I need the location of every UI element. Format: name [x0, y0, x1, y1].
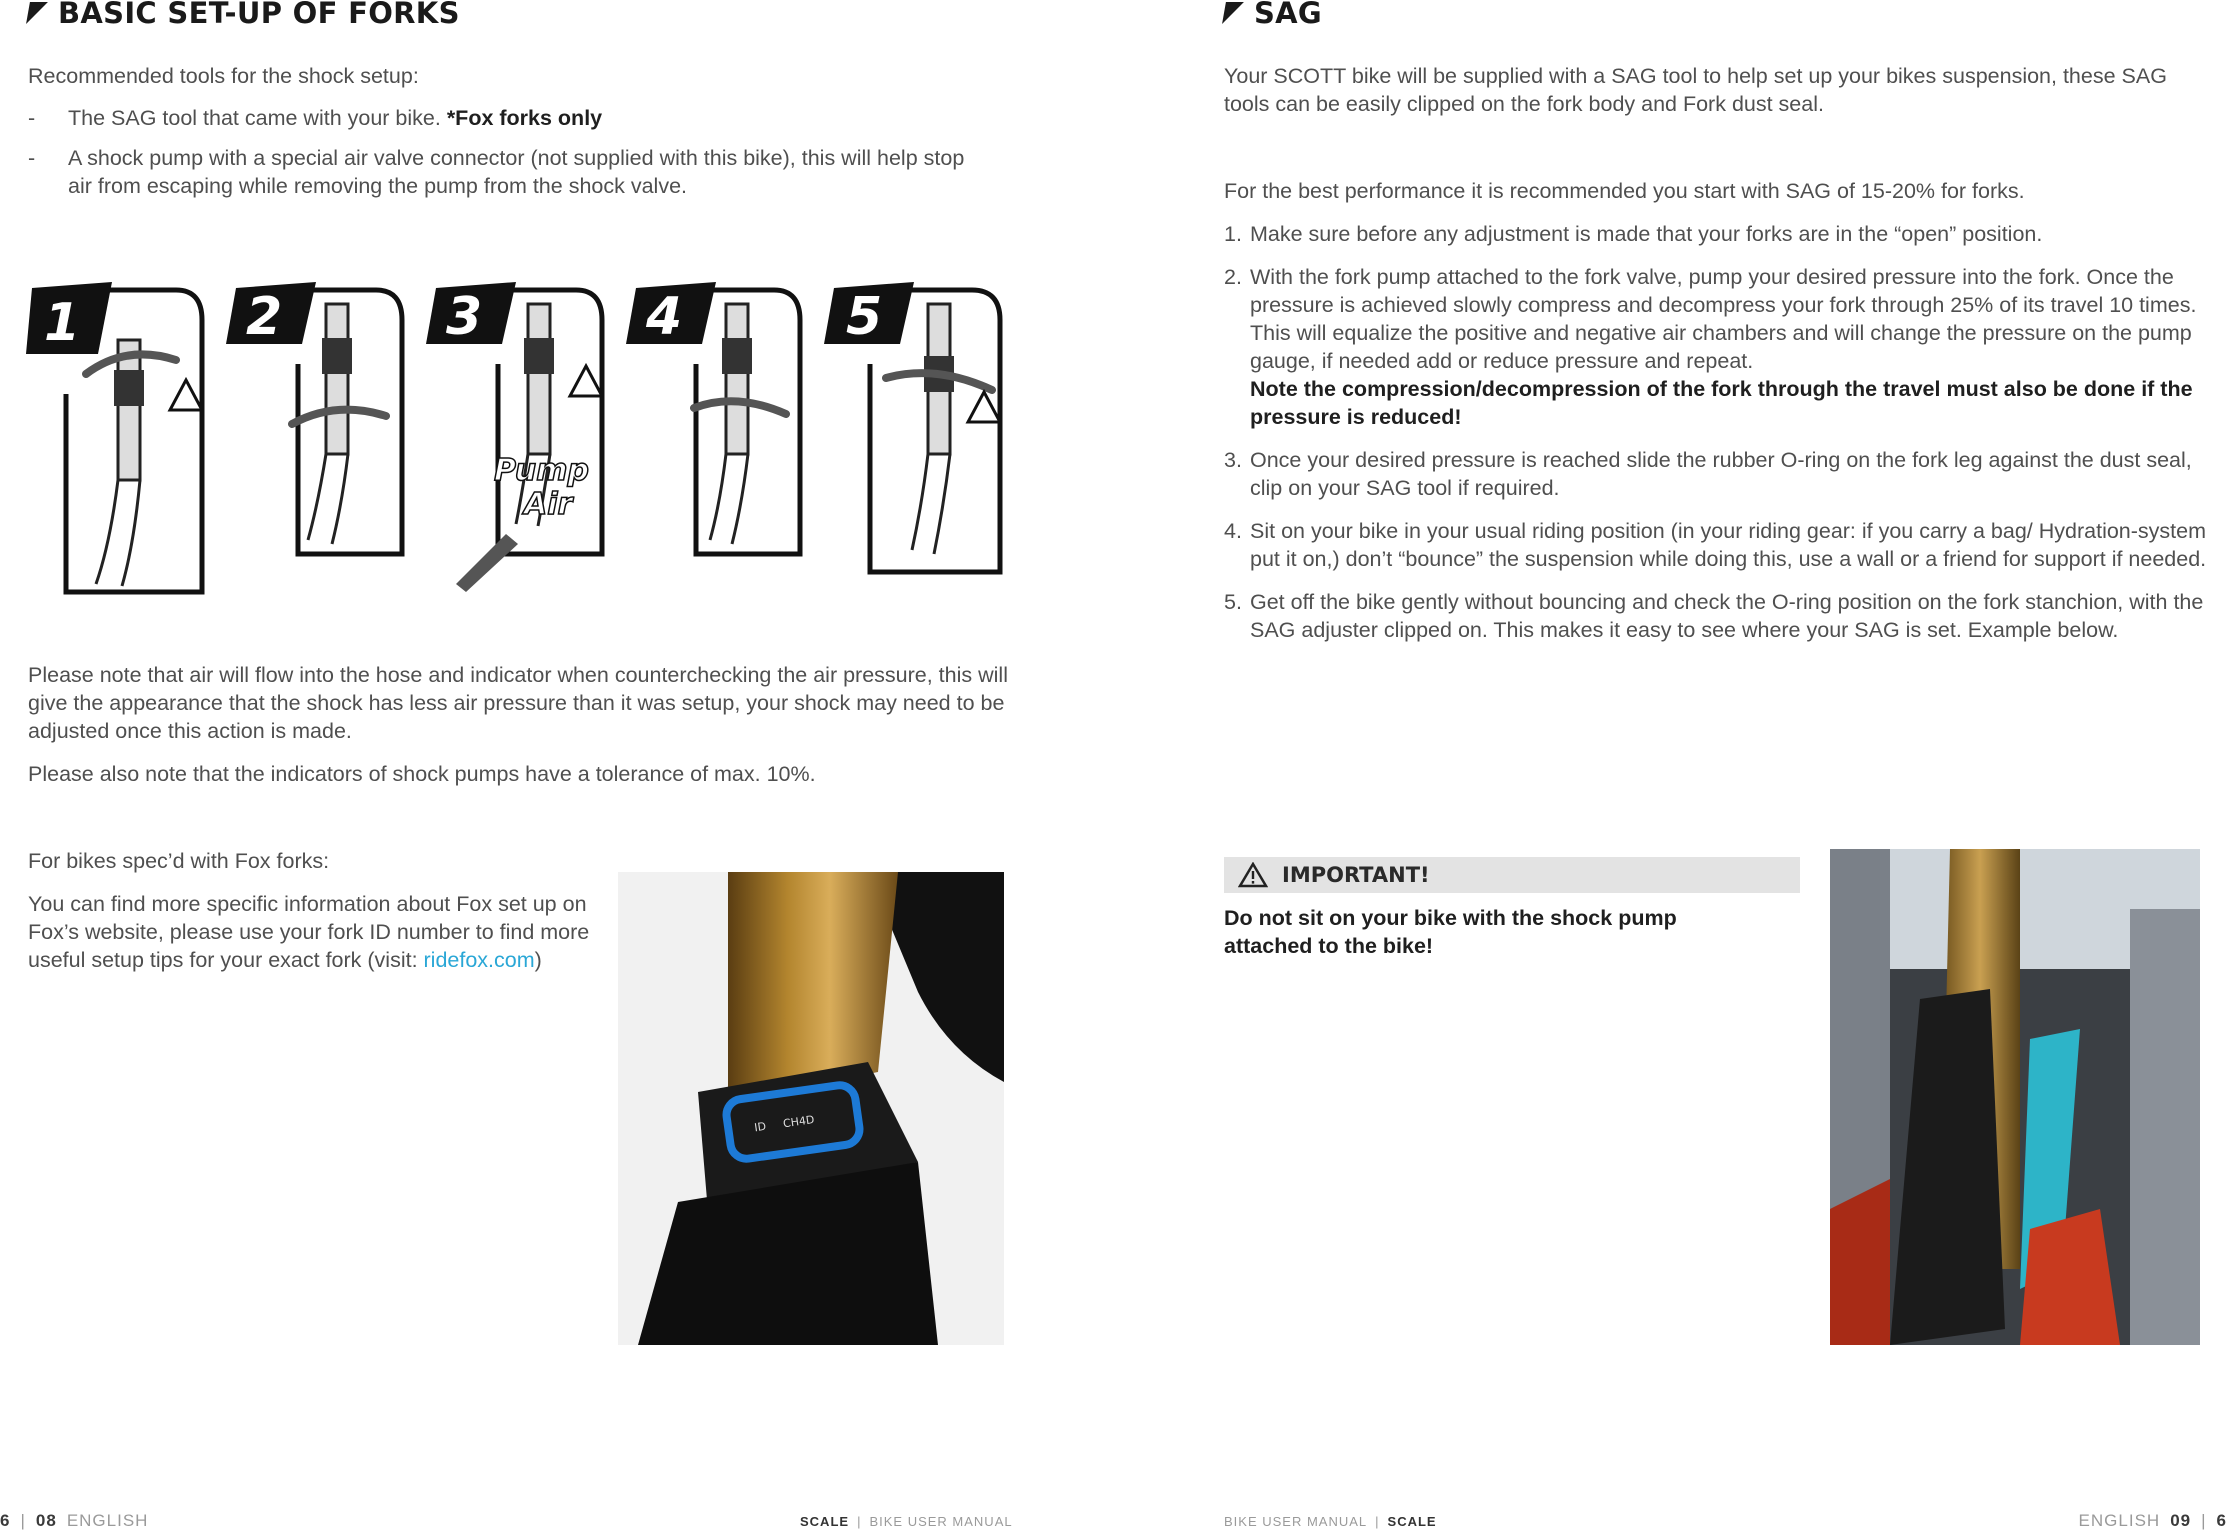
list-item: 1. Make sure before any adjustment is made that your forks are in the “open” position. [1224, 222, 2043, 246]
sag-steps [1224, 220, 2224, 659]
right-heading [1224, 0, 1322, 30]
step-number: 1 [44, 293, 81, 353]
list-item: 4. Sit on your bike in your usual riding position (in your riding gear: if you carry a bag/ Hydration-system put it on,) don’t “bounce” the suspension while doing this, use a wall or a friend for support if needed. [1224, 519, 2207, 571]
sag-tool-photo [1830, 849, 2200, 1345]
pump-label: Pump [494, 453, 590, 488]
valve-stem-icon [726, 304, 748, 454]
sag-intro: Your SCOTT bike will be supplied with a SAG tool to help set up your bikes suspension, these SAG tools can be easily clipped on the fork body and Fork dust seal. [1224, 64, 2167, 116]
left-language: ENGLISH [66, 1511, 149, 1530]
knurled-collar-icon [722, 338, 752, 374]
ridefox-link[interactable]: ridefox.com [423, 948, 535, 972]
left-page-number: 08 [35, 1511, 57, 1530]
heading-marker-icon [26, 2, 48, 24]
right-page-number: 09 [2170, 1511, 2192, 1530]
knurled-collar-icon [322, 338, 352, 374]
left-heading [28, 0, 460, 30]
pump-air-arrow-icon [456, 534, 518, 592]
important-title: IMPORTANT! [1282, 863, 1430, 887]
warning-icon [170, 380, 202, 410]
right-language: ENGLISH [2078, 1511, 2161, 1530]
warning-icon [968, 392, 1000, 422]
important-bar [1224, 857, 1800, 893]
valve-stem-icon [528, 304, 550, 454]
important-text: Do not sit on your bike with the shock pump attached to the bike! [1224, 906, 1677, 958]
knurled-collar-icon [114, 370, 144, 406]
valve-stem-icon [326, 304, 348, 454]
left-heading-text: BASIC SET-UP OF FORKS [58, 0, 460, 30]
tools-intro: Recommended tools for the shock setup: [28, 64, 419, 88]
step-number: 2 [246, 287, 283, 347]
hose-icon [308, 454, 348, 544]
right-footer: ENGLISH 09 | 6 [2078, 1511, 2227, 1530]
left-edge-number: 6 [0, 1511, 11, 1530]
right-edge-number: 6 [2216, 1511, 2227, 1530]
step-number: 4 [646, 287, 683, 347]
list-item: - The SAG tool that came with your bike. *Fox forks only [28, 106, 603, 130]
warning-icon [570, 366, 602, 396]
pump-steps-diagram [26, 274, 1012, 598]
warning-icon [1238, 862, 1268, 888]
fork-id-code: CH4D [782, 1113, 816, 1131]
air-label: Air [524, 487, 573, 522]
list-item: 5. Get off the bike gently without bouncing and check the O-ring position on the fork stanchion, with the SAG adjuster clipped on. This makes it easy to see where your SAG is set. Example below. [1224, 590, 2204, 642]
fox-heading: For bikes spec’d with Fox forks: [28, 849, 330, 873]
right-footer-brand: BIKE USER MANUAL | SCALE [1224, 1514, 1437, 1529]
tools-list [28, 104, 978, 200]
fox-text: You can find more specific information about Fox set up on Fox’s website, please use your fork ID number to find more useful setup tips for your exact fork (visit: ridefox.com) [28, 892, 590, 972]
knurled-collar-icon [524, 338, 554, 374]
fork-id-photo [618, 872, 1004, 1345]
air-flow-note: Please note that air will flow into the hose and indicator when counterchecking the air pressure, this will give the appearance that the shock has less air pressure than it was setup, your shock may need to be adjusted once this action is made. [28, 663, 1008, 743]
sag-performance: For the best performance it is recommended you start with SAG of 15-20% for forks. [1224, 179, 2025, 203]
list-item: - A shock pump with a special air valve connector (not supplied with this bike), this will help stop air from escaping while removing the pump from the shock valve. [28, 146, 965, 198]
heading-marker-icon [1222, 2, 1244, 24]
hose-icon [912, 454, 950, 554]
step-number: 3 [446, 287, 483, 347]
step-number: 5 [846, 287, 883, 347]
left-footer: 6 | 08 ENGLISH [0, 1511, 149, 1530]
tolerance-note: Please also note that the indicators of shock pumps have a tolerance of max. 10%. [28, 762, 816, 786]
hose-icon [710, 454, 748, 544]
list-item: 3. Once your desired pressure is reached slide the rubber O-ring on the fork leg against the dust seal, clip on your SAG tool if required. [1224, 448, 2192, 500]
hose-icon [96, 480, 140, 586]
fork-id-label: ID [753, 1119, 767, 1135]
left-footer-brand: SCALE | BIKE USER MANUAL [800, 1514, 1013, 1529]
right-heading-text: SAG [1254, 0, 1323, 30]
list-item: 2. With the fork pump attached to the fork valve, pump your desired pressure into the fork. Once the pressure is achieved slowly compress and decompress your fork through 25% of its travel 10 times. This will equalize the positive and negative air chambers and will change the pressure on the pump gauge, if needed add or reduce pressure and repeat. Note the compression/decompression of the fork through the travel must also be done if the pressure is reduced! [1224, 265, 2197, 429]
